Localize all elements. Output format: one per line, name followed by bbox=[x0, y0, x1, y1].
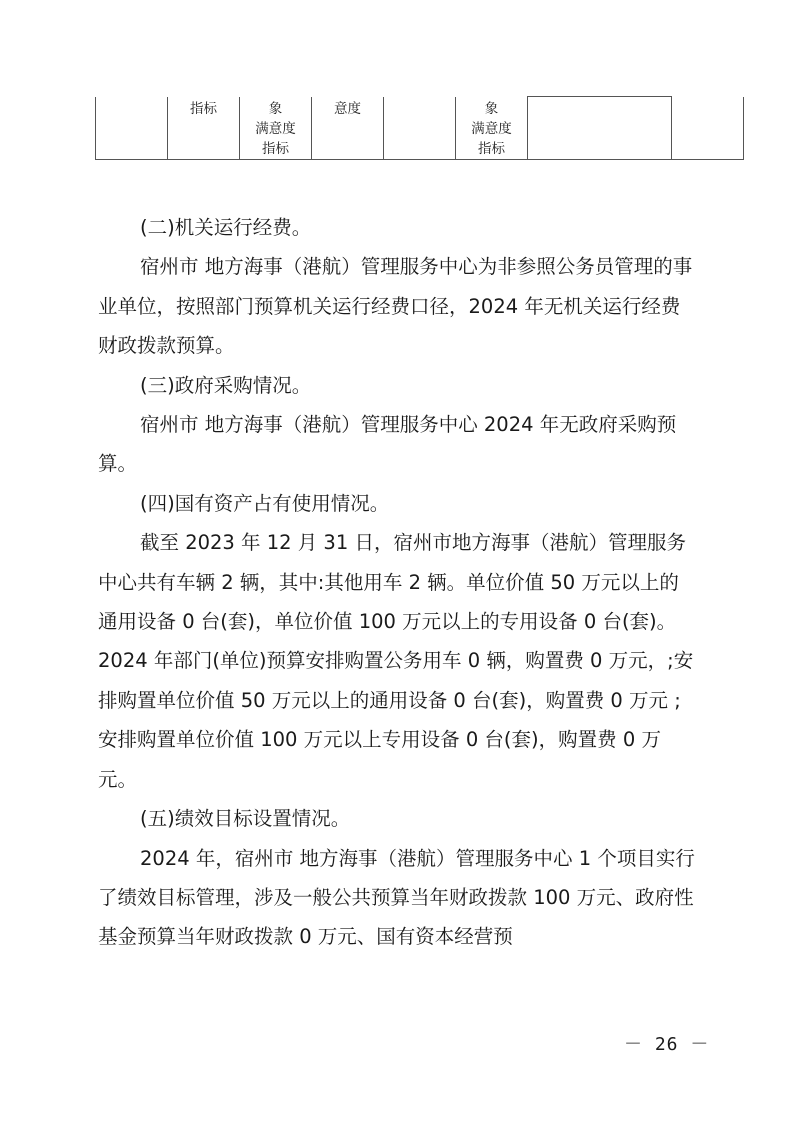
paragraph: 2024 年，宿州市 地方海事（港航）管理服务中心 1 个项目实行了绩效目标管理，涉及一般公共预算当年财政拨款 100 万元、政府性基金预算当年财政拨款 0 万元、国有资本经营预 bbox=[98, 846, 695, 949]
table-cell bbox=[384, 97, 456, 160]
page-number: － 26 － bbox=[624, 1034, 710, 1055]
section-heading: (三)政府采购情况。 bbox=[140, 373, 312, 397]
table-cell bbox=[672, 97, 744, 160]
section-heading: (五)绩效目标设置情况。 bbox=[140, 807, 351, 831]
paragraph: 2024 年部门(单位)预算安排购置公务用车 0 辆，购置费 0 万元，;安排购置单位价值 50 万元以上的通用设备 0 台(套)，购置费 0 万元 ;安排购置单位价值 100 万元以上专用设备 0 台(套)，购置费 0 万元。 bbox=[98, 649, 694, 791]
table-cell: 指标 bbox=[168, 97, 240, 160]
document-body bbox=[98, 208, 696, 957]
table-cell bbox=[240, 97, 312, 160]
table-fragment bbox=[95, 96, 744, 160]
section-heading: (二)机关运行经费。 bbox=[140, 216, 312, 239]
paragraph: 宿州市 地方海事（港航）管理服务中心 2024 年无政府采购预算。 bbox=[98, 413, 677, 476]
section-heading: (四)国有资产占有使用情况。 bbox=[140, 491, 390, 515]
cell-text: 象 满意度 指标 bbox=[471, 100, 512, 157]
table-cell bbox=[96, 97, 168, 160]
paragraph: 宿州市 地方海事（港航）管理服务中心为非参照公务员管理的事业单位，按照部门预算机关运行经费口径，2024 年无机关运行经费财政拨款预算。 bbox=[98, 255, 693, 358]
cell-text: 象 满意度 指标 bbox=[255, 100, 296, 157]
table-cell bbox=[456, 97, 528, 160]
paragraph: 截至 2023 年 12 月 31 日，宿州市地方海事（港航）管理服务中心共有车辆 2 辆，其中:其他用车 2 辆。单位价值 50 万元以上的通用设备 0 台(套)，单位价值 100 万元以上的专用设备 0 台(套)。 bbox=[98, 531, 686, 634]
table-cell bbox=[528, 97, 672, 160]
table-cell: 意度 bbox=[312, 97, 384, 160]
